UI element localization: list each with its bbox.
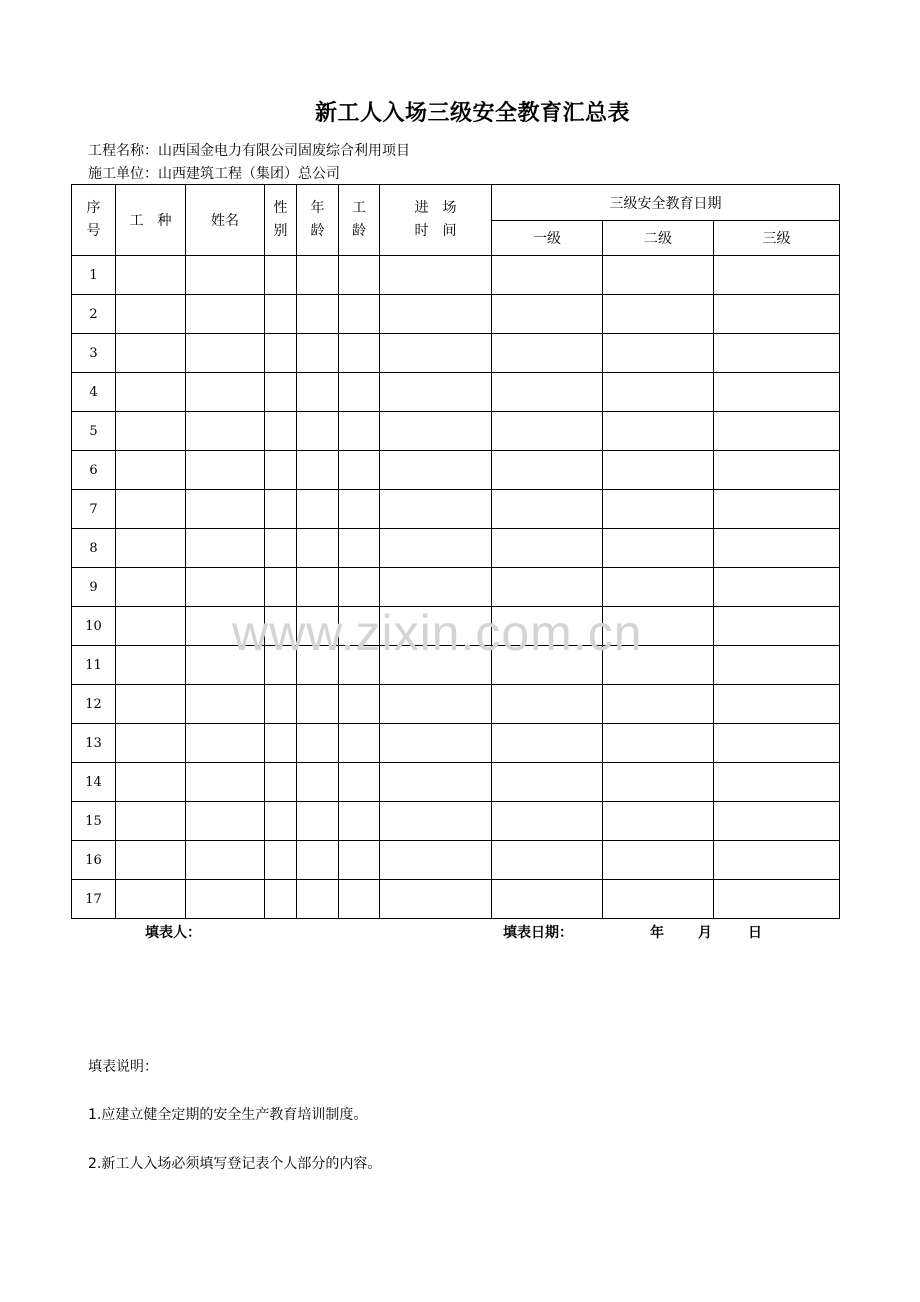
table-cell[interactable] <box>603 568 714 607</box>
table-cell[interactable] <box>603 646 714 685</box>
table-cell[interactable] <box>116 451 186 490</box>
table-cell[interactable] <box>186 334 265 373</box>
table-cell[interactable] <box>339 802 380 841</box>
note-item: 2.新工人入场必须填写登记表个人部分的内容。 <box>88 1156 382 1172</box>
table-cell[interactable] <box>186 529 265 568</box>
table-cell[interactable] <box>492 412 603 451</box>
table-cell[interactable] <box>339 568 380 607</box>
table-cell[interactable] <box>265 490 297 529</box>
table-cell[interactable] <box>714 295 840 334</box>
table-cell[interactable] <box>339 295 380 334</box>
table-cell[interactable] <box>116 568 186 607</box>
table-cell[interactable] <box>492 685 603 724</box>
table-cell[interactable] <box>492 763 603 802</box>
table-cell[interactable] <box>492 334 603 373</box>
table-cell[interactable] <box>714 334 840 373</box>
notes-heading: 填表说明： <box>88 1059 158 1075</box>
table-cell[interactable] <box>603 373 714 412</box>
table-cell[interactable] <box>603 724 714 763</box>
table-cell[interactable] <box>714 685 840 724</box>
table-cell[interactable] <box>380 763 492 802</box>
watermark: www.zixin.com.cn <box>232 605 643 661</box>
table-cell[interactable] <box>297 685 339 724</box>
table-cell[interactable] <box>186 256 265 295</box>
table-cell[interactable] <box>339 373 380 412</box>
table-cell[interactable] <box>380 880 492 919</box>
table-cell[interactable] <box>297 412 339 451</box>
table-cell[interactable] <box>186 295 265 334</box>
table-cell[interactable] <box>186 568 265 607</box>
table-cell[interactable] <box>714 724 840 763</box>
table-cell[interactable] <box>714 412 840 451</box>
table-cell[interactable] <box>297 373 339 412</box>
table-cell[interactable] <box>186 412 265 451</box>
table-cell[interactable] <box>492 451 603 490</box>
table-cell[interactable] <box>265 451 297 490</box>
table-cell[interactable] <box>116 685 186 724</box>
table-cell[interactable] <box>603 256 714 295</box>
table-cell[interactable] <box>492 646 603 685</box>
table-cell[interactable] <box>492 529 603 568</box>
table-cell[interactable] <box>116 256 186 295</box>
table-cell[interactable] <box>603 802 714 841</box>
table-cell[interactable] <box>339 841 380 880</box>
table-cell[interactable] <box>714 880 840 919</box>
table-cell[interactable] <box>714 841 840 880</box>
table-cell[interactable] <box>380 334 492 373</box>
table-cell[interactable] <box>297 256 339 295</box>
row-number: 7 <box>72 490 116 529</box>
table-cell[interactable] <box>186 373 265 412</box>
header-trade: 工 种 <box>116 185 186 256</box>
row-number: 3 <box>72 334 116 373</box>
table-cell[interactable] <box>265 841 297 880</box>
table-cell[interactable] <box>380 490 492 529</box>
table-cell[interactable] <box>714 373 840 412</box>
table-cell[interactable] <box>380 685 492 724</box>
table-cell[interactable] <box>186 685 265 724</box>
table-cell[interactable] <box>714 646 840 685</box>
table-cell[interactable] <box>116 724 186 763</box>
table-cell[interactable] <box>380 841 492 880</box>
month-label: 月 <box>698 925 712 941</box>
table-cell[interactable] <box>186 841 265 880</box>
table-row <box>72 724 840 763</box>
table-cell[interactable] <box>492 841 603 880</box>
row-number: 12 <box>72 685 116 724</box>
table-cell[interactable] <box>339 529 380 568</box>
table-cell[interactable] <box>492 802 603 841</box>
table-cell[interactable] <box>380 295 492 334</box>
header-level2: 二级 <box>603 221 714 256</box>
table-cell[interactable] <box>714 256 840 295</box>
year-label: 年 <box>650 925 664 941</box>
table-cell[interactable] <box>339 490 380 529</box>
table-cell[interactable] <box>339 451 380 490</box>
header-education-dates: 三级安全教育日期 <box>492 185 840 221</box>
row-number: 13 <box>72 724 116 763</box>
table-cell[interactable] <box>186 490 265 529</box>
table-cell[interactable] <box>714 607 840 646</box>
table-cell[interactable] <box>186 607 265 646</box>
table-row <box>72 646 840 685</box>
table-cell[interactable] <box>380 646 492 685</box>
table-cell[interactable] <box>492 256 603 295</box>
table-row <box>72 373 840 412</box>
table-cell[interactable] <box>265 295 297 334</box>
table-cell[interactable] <box>265 607 297 646</box>
table-cell[interactable] <box>714 568 840 607</box>
table-cell[interactable] <box>714 529 840 568</box>
row-number: 14 <box>72 763 116 802</box>
table-cell[interactable] <box>297 568 339 607</box>
table-cell[interactable] <box>186 724 265 763</box>
table-cell[interactable] <box>339 412 380 451</box>
fill-date-label: 填表日期： <box>503 925 573 941</box>
table-cell[interactable] <box>714 490 840 529</box>
table-row <box>72 334 840 373</box>
table-cell[interactable] <box>265 334 297 373</box>
table-cell[interactable] <box>603 763 714 802</box>
header-row <box>72 185 840 221</box>
table-cell[interactable] <box>492 880 603 919</box>
table-row <box>72 607 840 646</box>
table-cell[interactable] <box>116 841 186 880</box>
table-cell[interactable] <box>603 841 714 880</box>
education-summary-table <box>71 184 840 919</box>
table-cell[interactable] <box>265 646 297 685</box>
row-number: 1 <box>72 256 116 295</box>
table-cell[interactable] <box>265 568 297 607</box>
table-cell[interactable] <box>186 646 265 685</box>
table-cell[interactable] <box>492 373 603 412</box>
page-title: 新工人入场三级安全教育汇总表 <box>314 100 630 126</box>
table-cell[interactable] <box>116 334 186 373</box>
table-cell[interactable] <box>297 841 339 880</box>
row-number: 10 <box>72 607 116 646</box>
table-cell[interactable] <box>186 763 265 802</box>
table-cell[interactable] <box>380 529 492 568</box>
table-cell[interactable] <box>339 763 380 802</box>
table-row <box>72 685 840 724</box>
filler-label: 填表人： <box>145 925 201 941</box>
table-cell[interactable] <box>186 451 265 490</box>
table-row <box>72 490 840 529</box>
table-cell[interactable] <box>380 256 492 295</box>
table-cell[interactable] <box>265 685 297 724</box>
table-row <box>72 763 840 802</box>
table-cell[interactable] <box>265 529 297 568</box>
table-cell[interactable] <box>116 802 186 841</box>
table-cell[interactable] <box>603 529 714 568</box>
table-cell[interactable] <box>603 490 714 529</box>
table-cell[interactable] <box>380 607 492 646</box>
table-row <box>72 295 840 334</box>
table-cell[interactable] <box>492 295 603 334</box>
table-cell[interactable] <box>339 646 380 685</box>
table-cell[interactable] <box>297 724 339 763</box>
table-cell[interactable] <box>265 880 297 919</box>
table-cell[interactable] <box>265 373 297 412</box>
table-cell[interactable] <box>265 724 297 763</box>
contractor-name: 施工单位：山西建筑工程（集团）总公司 <box>88 166 340 182</box>
table-row <box>72 841 840 880</box>
table-cell[interactable] <box>297 763 339 802</box>
table-cell[interactable] <box>297 529 339 568</box>
table-cell[interactable] <box>116 373 186 412</box>
table-cell[interactable] <box>380 373 492 412</box>
table-cell[interactable] <box>380 412 492 451</box>
table-row <box>72 256 840 295</box>
row-number: 4 <box>72 373 116 412</box>
table-cell[interactable] <box>603 295 714 334</box>
table-cell[interactable] <box>339 685 380 724</box>
table-cell[interactable] <box>380 724 492 763</box>
table-cell[interactable] <box>714 763 840 802</box>
table-cell[interactable] <box>297 451 339 490</box>
table-row <box>72 529 840 568</box>
table-cell[interactable] <box>339 334 380 373</box>
header-gender: 性 别 <box>265 185 297 256</box>
table-cell[interactable] <box>297 802 339 841</box>
row-number: 8 <box>72 529 116 568</box>
table-cell[interactable] <box>297 607 339 646</box>
table-cell[interactable] <box>492 568 603 607</box>
table-cell[interactable] <box>380 802 492 841</box>
table-cell[interactable] <box>297 646 339 685</box>
table-cell[interactable] <box>116 490 186 529</box>
table-cell[interactable] <box>603 451 714 490</box>
row-number: 16 <box>72 841 116 880</box>
table-cell[interactable] <box>116 295 186 334</box>
table-cell[interactable] <box>116 607 186 646</box>
table-cell[interactable] <box>116 529 186 568</box>
table-cell[interactable] <box>265 256 297 295</box>
table-cell[interactable] <box>714 451 840 490</box>
table-cell[interactable] <box>339 607 380 646</box>
table-cell[interactable] <box>265 412 297 451</box>
table-cell[interactable] <box>492 490 603 529</box>
table-row <box>72 880 840 919</box>
table-cell[interactable] <box>603 685 714 724</box>
table-cell[interactable] <box>603 412 714 451</box>
table-row <box>72 802 840 841</box>
table-cell[interactable] <box>297 334 339 373</box>
row-number: 17 <box>72 880 116 919</box>
table-cell[interactable] <box>380 568 492 607</box>
table-cell[interactable] <box>297 490 339 529</box>
table-cell[interactable] <box>186 880 265 919</box>
day-label: 日 <box>748 925 762 941</box>
row-number: 9 <box>72 568 116 607</box>
table-row <box>72 568 840 607</box>
table-cell[interactable] <box>297 295 339 334</box>
row-number: 6 <box>72 451 116 490</box>
row-number: 5 <box>72 412 116 451</box>
table-row <box>72 451 840 490</box>
note-item: 1.应建立健全定期的安全生产教育培训制度。 <box>88 1107 368 1123</box>
table-cell[interactable] <box>380 451 492 490</box>
table-cell[interactable] <box>339 256 380 295</box>
table-cell[interactable] <box>297 880 339 919</box>
table-cell[interactable] <box>339 880 380 919</box>
header-work-years: 工 龄 <box>339 185 380 256</box>
row-number: 11 <box>72 646 116 685</box>
table-cell[interactable] <box>492 724 603 763</box>
row-number: 2 <box>72 295 116 334</box>
table-cell[interactable] <box>339 724 380 763</box>
table-cell[interactable] <box>116 412 186 451</box>
table-cell[interactable] <box>492 607 603 646</box>
table-cell[interactable] <box>116 880 186 919</box>
row-number: 15 <box>72 802 116 841</box>
header-seq: 序 号 <box>72 185 116 256</box>
header-level1: 一级 <box>492 221 603 256</box>
header-entry-time: 进 场 时 间 <box>380 185 492 256</box>
table-cell[interactable] <box>603 334 714 373</box>
table-cell[interactable] <box>603 880 714 919</box>
table-cell[interactable] <box>116 646 186 685</box>
table-cell[interactable] <box>116 763 186 802</box>
table-cell[interactable] <box>265 802 297 841</box>
header-age: 年 龄 <box>297 185 339 256</box>
header-name: 姓名 <box>186 185 265 256</box>
table-cell[interactable] <box>714 802 840 841</box>
table-cell[interactable] <box>603 607 714 646</box>
table-cell[interactable] <box>186 802 265 841</box>
header-level3: 三级 <box>714 221 840 256</box>
table-cell[interactable] <box>265 763 297 802</box>
table-row <box>72 412 840 451</box>
project-name: 工程名称：山西国金电力有限公司固废综合利用项目 <box>88 143 410 159</box>
